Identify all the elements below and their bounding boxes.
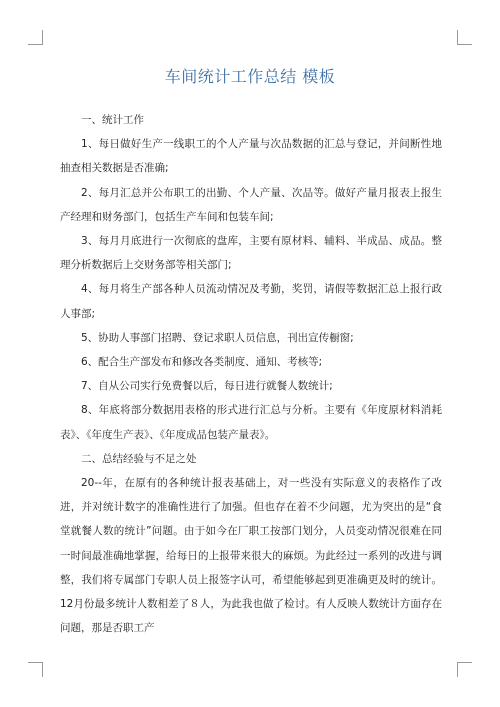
body-paragraph: 20--年，在原有的各种统计报表基础上，对一些没有实际意义的表格作了改进，并对统计数字的准确性进行了加强。但也存在着不少问题，尤为突出的是“食堂就餐人数的统计”问题。由于如今在厂职工按部门划分，人员变动情况很难在同一时间最准确地掌握，给每日的上报带来很大的麻烦。为此经过一系列的改进与调整，我们将专属部门专职人员上报签字认可，希望能够起到更准确更及时的统计。12月份最多统计人数相差了８人，为此我也做了检讨。有人反映人数统计方面存在问题，那是否职工产 <box>60 477 442 635</box>
list-item: 7、自从公司实行免费餐以后，每日进行就餐人数统计; <box>81 380 333 393</box>
section-heading-statistics-work: 一、统计工作 <box>81 114 144 126</box>
list-item: 8、年底将部分数据用表格的形式进行汇总与分析。主要有《年度原材料消耗表》、《年度生产表》、《年度成品包装产量表》。 <box>60 404 442 441</box>
section-heading-experience: 二、总结经验与不足之处 <box>81 452 197 465</box>
list-item: 5、协助人事部门招聘、登记求职人员信息，刊出宣传橱窗; <box>81 331 354 344</box>
document-body <box>60 108 442 640</box>
list-item: 2、每月汇总并公布职工的出勤、个人产量、次品等。做好产量月报表上报生产经理和财务部门，包括生产车间和包装车间; <box>60 186 442 223</box>
list-item: 4、每月将生产部各种人员流动情况及考勤，奖罚，请假等数据汇总上报行政人事部; <box>60 283 442 320</box>
crop-mark-bottom-right <box>457 662 472 677</box>
document-title: 车间统计工作总结 模板 <box>164 67 336 86</box>
crop-mark-bottom-left <box>28 662 43 677</box>
list-item: 3、每月月底进行一次彻底的盘库，主要有原材料、辅料、半成品、成品。整理分析数据后上交财务部等相关部门; <box>60 235 442 272</box>
crop-mark-top-left <box>28 30 43 45</box>
list-item: 6、配合生产部发布和修改各类制度、通知、考核等; <box>81 356 323 369</box>
list-item: 1、每日做好生产一线职工的个人产量与次品数据的汇总与登记，并间断性地抽查相关数据是否准确; <box>60 138 442 175</box>
crop-mark-top-right <box>457 30 472 45</box>
